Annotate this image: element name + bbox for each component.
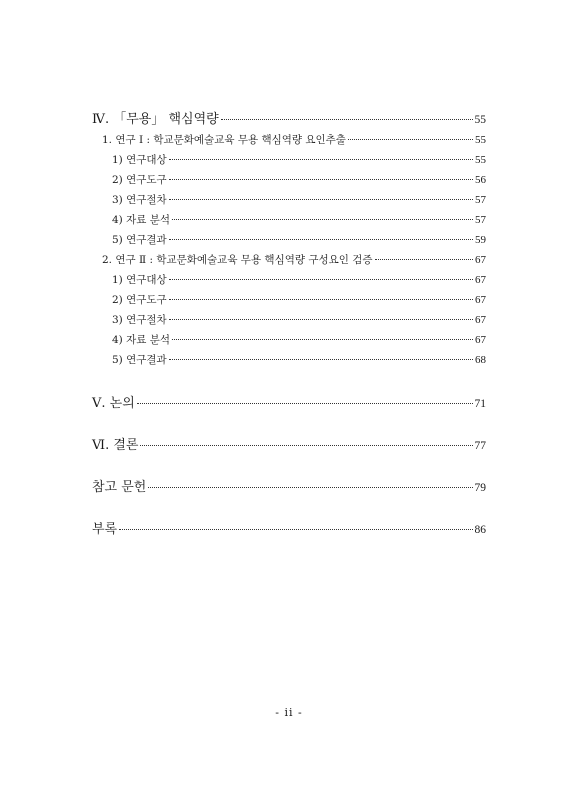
toc-entry-title: 2) 연구도구	[112, 174, 167, 186]
leader-dots	[172, 339, 473, 340]
leader-dots	[137, 403, 473, 404]
leader-dots	[169, 199, 473, 200]
toc-entry-page: 55	[475, 154, 486, 166]
leader-dots	[169, 159, 473, 160]
leader-dots	[169, 299, 473, 300]
toc-entry-title: 부록	[92, 522, 118, 537]
leader-dots	[169, 279, 473, 280]
toc-entry-title: 4) 자료 분석	[112, 334, 171, 346]
toc-entry-page: 55	[474, 114, 486, 126]
toc-entry-page: 57	[475, 214, 486, 226]
page-number-footer: - ii -	[275, 706, 303, 719]
toc-entry-chapter-6[interactable]	[92, 434, 486, 453]
leader-dots	[119, 529, 472, 530]
toc-entry-title: 1) 연구대상	[112, 274, 167, 286]
toc-entry-page: 56	[475, 174, 486, 186]
toc-entry-page: 79	[474, 482, 486, 494]
toc-entry-page: 68	[475, 354, 486, 366]
leader-dots	[221, 119, 473, 120]
toc-entry-page: 57	[475, 194, 486, 206]
toc-entry-item[interactable]	[112, 152, 486, 167]
toc-entry-title: 3) 연구절차	[112, 194, 167, 206]
toc-entry-title: 4) 자료 분석	[112, 214, 171, 226]
leader-dots	[169, 179, 473, 180]
leader-dots	[348, 139, 473, 140]
toc-entry-item[interactable]	[112, 212, 486, 227]
toc-entry-page: 59	[475, 234, 486, 246]
toc-entry-page: 67	[475, 274, 486, 286]
toc-entry-item[interactable]	[112, 232, 486, 247]
leader-dots	[375, 259, 473, 260]
toc-entry-title: Ⅵ. 결론	[92, 438, 139, 453]
leader-dots	[169, 359, 473, 360]
leader-dots	[140, 445, 472, 446]
toc-entry-item[interactable]	[112, 352, 486, 367]
toc-entry-page: 71	[474, 398, 486, 410]
toc-entry-title: Ⅳ. 「무용」 핵심역량	[92, 112, 219, 127]
toc-entry-page: 86	[474, 524, 486, 536]
toc-entry-item[interactable]	[112, 272, 486, 287]
toc-entry-title: 3) 연구절차	[112, 314, 167, 326]
toc-entry-title: 2. 연구 Ⅱ : 학교문화예술교육 무용 핵심역량 구성요인 검증	[102, 254, 373, 266]
leader-dots	[172, 219, 473, 220]
toc-entry-title: 5) 연구결과	[112, 354, 167, 366]
toc-entry-page: 67	[475, 254, 486, 266]
toc-entry-page: 67	[475, 314, 486, 326]
toc-entry-study-2[interactable]	[102, 252, 486, 267]
leader-dots	[169, 239, 473, 240]
toc-entry-item[interactable]	[112, 312, 486, 327]
toc-entry-appendix[interactable]	[92, 518, 486, 537]
toc-entry-page: 77	[474, 440, 486, 452]
toc-entry-item[interactable]	[112, 192, 486, 207]
toc-entry-title: 2) 연구도구	[112, 294, 167, 306]
leader-dots	[169, 319, 473, 320]
toc-entry-page: 67	[475, 294, 486, 306]
toc-entry-page: 55	[475, 134, 486, 146]
toc-entry-chapter-5[interactable]	[92, 392, 486, 411]
toc-entry-item[interactable]	[112, 332, 486, 347]
leader-dots	[148, 487, 472, 488]
toc-entry-title: Ⅴ. 논의	[92, 396, 135, 411]
toc-entry-references[interactable]	[92, 476, 486, 495]
toc-entry-title: 참고 문헌	[92, 480, 147, 495]
toc-entry-title: 5) 연구결과	[112, 234, 167, 246]
toc-entry-item[interactable]	[112, 292, 486, 307]
toc-entry-chapter-4[interactable]	[92, 108, 486, 127]
toc-entry-study-1[interactable]	[102, 132, 486, 147]
toc-entry-item[interactable]	[112, 172, 486, 187]
toc-entry-title: 1. 연구 Ⅰ : 학교문화예술교육 무용 핵심역량 요인추출	[102, 134, 346, 146]
toc-entry-title: 1) 연구대상	[112, 154, 167, 166]
toc-entry-page: 67	[475, 334, 486, 346]
